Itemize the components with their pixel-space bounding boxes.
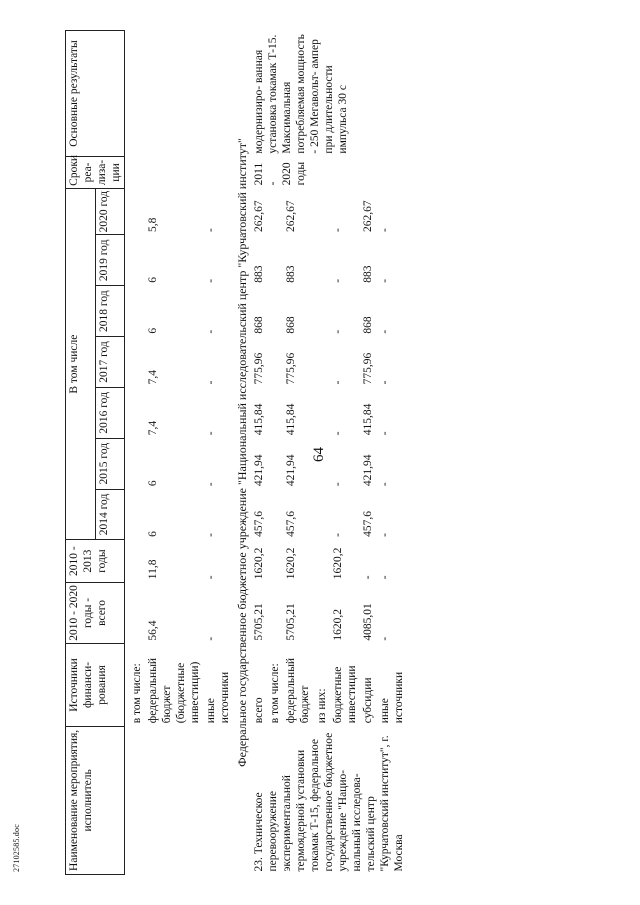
value-cell: -	[205, 482, 217, 487]
value-cell: 5705,21	[285, 603, 298, 641]
value-cell: 6	[147, 531, 159, 537]
value-cell: 6	[147, 480, 159, 487]
budget-table	[65, 30, 407, 875]
value-cell: 457,6	[253, 511, 265, 537]
value-cell: -	[205, 329, 217, 334]
source-cell: субсидии	[362, 677, 375, 724]
value-cell: 11,8	[147, 559, 159, 580]
header-period: Сроки реа- лиза- ции	[66, 157, 125, 189]
value-cell: 421,94	[362, 454, 375, 487]
value-cell: 775,96	[285, 352, 298, 385]
table-row	[203, 31, 233, 875]
value-cell: -	[378, 278, 391, 283]
value-cell: -	[205, 380, 217, 385]
value-cell: -	[331, 431, 344, 436]
value-cell: -	[378, 228, 391, 232]
header-year: 2017 год	[95, 337, 125, 388]
value-cell: 1620,2	[331, 547, 344, 580]
value-cell: -	[205, 636, 217, 641]
source-cell: в том числе:	[269, 663, 282, 724]
value-cell: 883	[253, 265, 265, 283]
value-cell: 5705,21	[253, 603, 265, 641]
value-cell: -	[205, 575, 217, 580]
value-cell: 868	[285, 316, 298, 334]
header-2010-2013: 2010 - 2013 годы	[66, 540, 125, 582]
value-cell: -	[378, 533, 391, 537]
header-year: 2016 год	[95, 387, 125, 438]
header-name: Наименование мероприятия, исполнитель	[66, 726, 125, 874]
value-cell: 883	[362, 265, 375, 283]
value-cell: -	[331, 278, 344, 283]
value-cell: 4085,01	[362, 603, 375, 641]
section-row	[233, 31, 251, 875]
value-cell: -	[205, 278, 217, 283]
source-cell: из них:	[315, 688, 328, 724]
rotated-table-container	[65, 30, 585, 875]
header-results: Основные результаты	[66, 31, 125, 157]
value-cell: 415,84	[362, 403, 375, 436]
page-number: 64	[311, 447, 327, 462]
value-cell: -	[378, 482, 391, 487]
section-title: Федеральное государственное бюджетное учреждение "Национальный исследовательский центр "Курчатовский институт"	[235, 138, 249, 767]
value-cell: -	[362, 575, 375, 580]
item-period: 2011 - 2020 годы	[253, 161, 307, 186]
value-cell: -	[205, 533, 217, 537]
value-cell: 6	[147, 277, 159, 283]
value-cell: -	[378, 380, 391, 385]
value-cell: -	[378, 636, 391, 641]
source-cell: в том числе:	[131, 663, 143, 724]
header-year: 2018 год	[95, 286, 125, 337]
source-cell: федеральный бюджет	[285, 657, 312, 724]
value-cell: 775,96	[362, 352, 375, 385]
value-cell: 5,8	[147, 217, 159, 232]
value-cell: 457,6	[362, 511, 375, 537]
value-cell: 415,84	[285, 403, 298, 436]
value-cell: 7,4	[147, 420, 159, 436]
value-cell: 457,6	[285, 511, 298, 537]
value-cell: 868	[253, 316, 265, 334]
value-cell: 775,96	[253, 352, 265, 385]
value-cell: 6	[147, 327, 159, 334]
table-body	[125, 31, 408, 875]
source-cell: всего	[253, 697, 265, 724]
header-total: 2010 - 2020 годы - всего	[66, 582, 125, 643]
value-cell: -	[331, 380, 344, 385]
value-cell: 415,84	[253, 403, 265, 436]
value-cell: 868	[362, 316, 375, 334]
table-row	[251, 31, 267, 875]
footer-doc-name: 27102585.doc	[12, 824, 21, 872]
value-cell: -	[378, 329, 391, 334]
table-header	[66, 31, 125, 875]
value-cell: 1620,2	[331, 609, 344, 641]
value-cell: 1620,2	[253, 547, 265, 580]
value-cell: -	[378, 575, 391, 580]
item-result: модернизиро- ванная установка токамак Т-15. Максимальная потребляемая мощность - 250 Мегавольт- ампер при длительности импульса 30 с	[253, 34, 349, 154]
source-cell: иные источники	[205, 671, 231, 724]
value-cell: 56,4	[147, 620, 159, 641]
value-cell: -	[205, 228, 217, 232]
source-cell: иные источники	[378, 671, 405, 724]
value-cell: -	[331, 533, 344, 537]
header-group: В том числе	[66, 188, 96, 540]
value-cell: 421,94	[285, 454, 298, 487]
header-year: 2015 год	[95, 438, 125, 489]
value-cell: -	[331, 329, 344, 334]
value-cell: 883	[285, 265, 298, 283]
source-cell: бюджетные инвестиции	[331, 665, 358, 724]
table-row	[129, 31, 145, 875]
value-cell: -	[378, 431, 391, 436]
value-cell: 1620,2	[285, 547, 298, 580]
header-year: 2019 год	[95, 235, 125, 286]
value-cell: 262,67	[285, 200, 298, 232]
source-cell: федеральный бюджет (бюджетные инвестиции)	[147, 657, 201, 724]
header-year: 2014 год	[95, 489, 125, 540]
value-cell: -	[331, 482, 344, 487]
item-name: 23. Техническое перевооружение экспериментальной термоядерной установки токамак Т-15, федеральное государственное бюджетное учреждение "Нацио- нальный исследова- тельский центр "Курчатовский институт", г. Москва	[253, 732, 405, 872]
value-cell: -	[331, 228, 344, 232]
table-row	[145, 31, 203, 875]
value-cell: 262,67	[253, 200, 265, 232]
header-year: 2020 год	[95, 188, 125, 235]
value-cell: 7,4	[147, 370, 159, 385]
value-cell: 262,67	[362, 200, 375, 232]
value-cell: -	[205, 431, 217, 436]
header-source: Источники финанси- рования	[66, 644, 125, 727]
value-cell: 421,94	[253, 454, 265, 487]
